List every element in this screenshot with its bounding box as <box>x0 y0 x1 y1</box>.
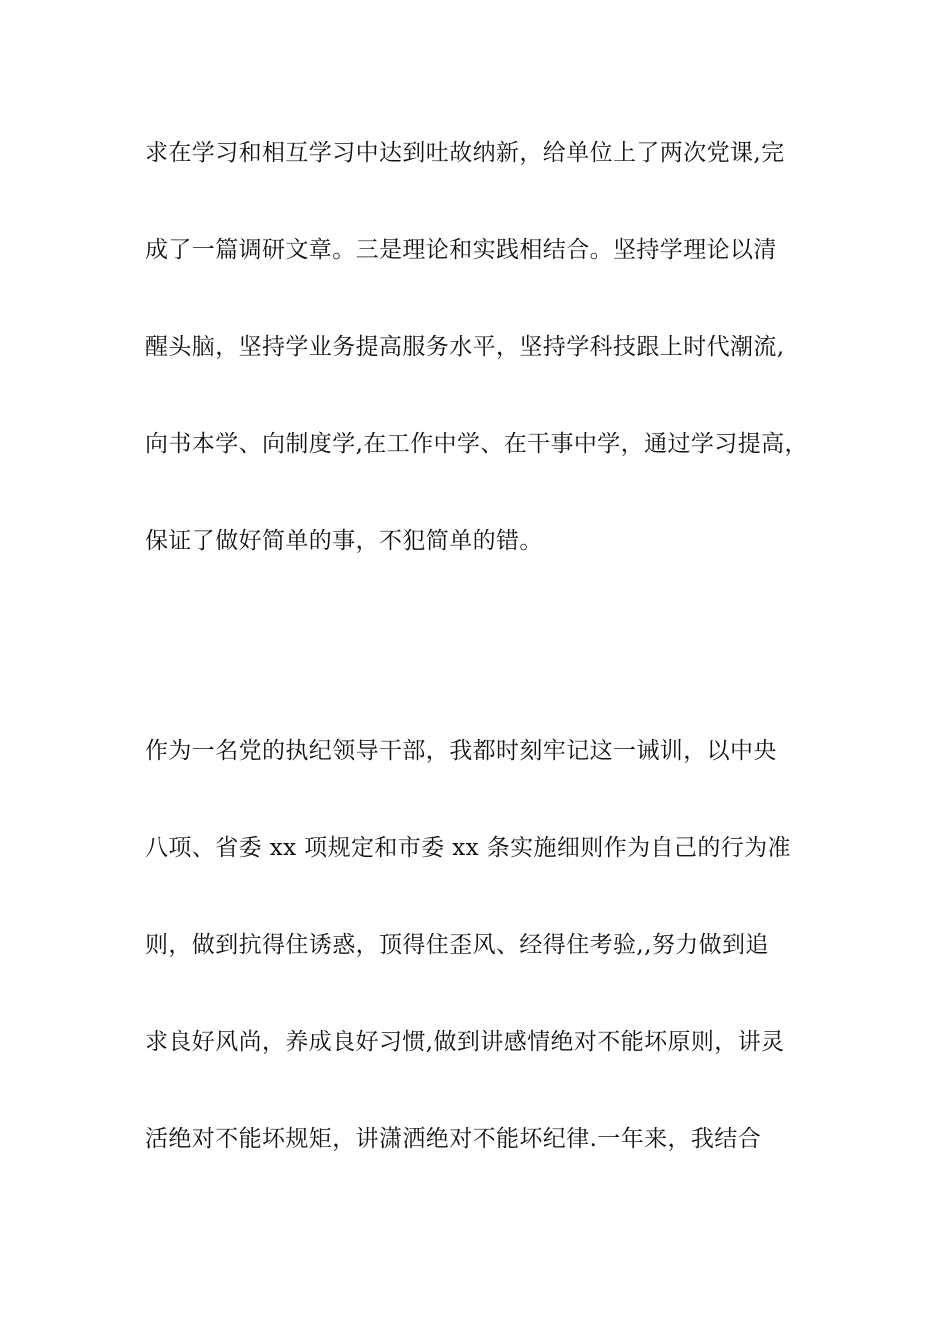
text-line: 则，做到抗得住诱惑，顶得住歪风、经得住考验,,努力做到追 <box>145 932 769 958</box>
text-line: 活绝对不能坏规矩，讲潇洒绝对不能坏纪律.一年来，我结合 <box>145 1126 762 1152</box>
text-line: 成了一篇调研文章。三是理论和实践相结合。坚持学理论以清 <box>145 237 777 263</box>
text-line: 作为一名党的执纪领导干部，我都时刻牢记这一诫训，以中央 <box>145 738 777 764</box>
text-line: 醒头脑，坚持学业务提高服务水平，坚持学科技跟上时代潮流, <box>145 334 785 360</box>
text-line: 八项、省委 xx 项规定和市委 xx 条实施细则作为自己的行为准 <box>145 835 791 861</box>
text-line: 向书本学、向制度学,在工作中学、在干事中学，通过学习提高， <box>145 431 808 457</box>
text-line: 求在学习和相互学习中达到吐故纳新，给单位上了两次党课,完 <box>145 140 785 166</box>
text-line: 保证了做好简单的事，不犯简单的错。 <box>145 528 543 554</box>
text-line: 求良好风尚，养成良好习惯,做到讲感情绝对不能坏原则，讲灵 <box>145 1029 785 1055</box>
